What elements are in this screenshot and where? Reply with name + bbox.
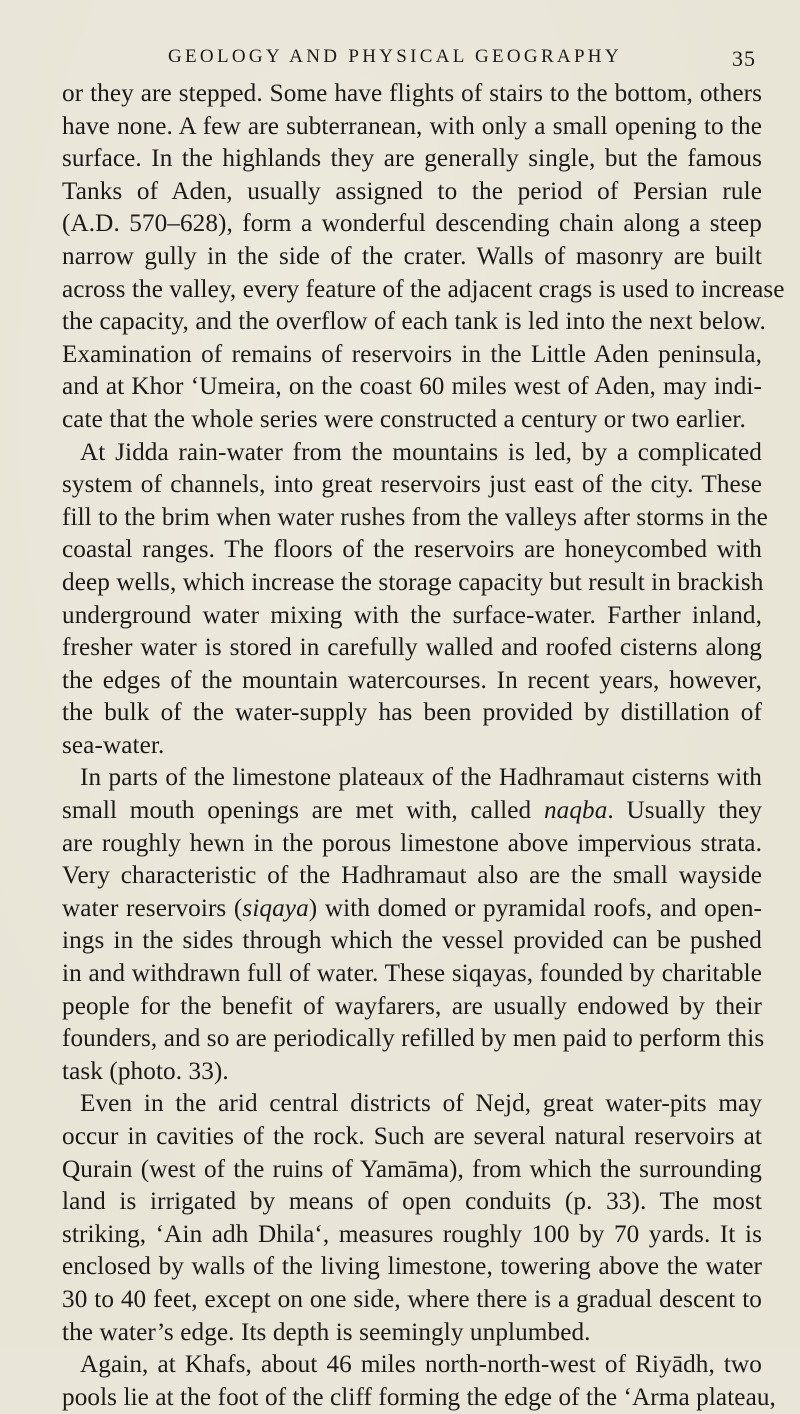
text-line: system of channels, into great reservoirs just east of the city. These [62, 471, 762, 499]
page-number: 35 [732, 46, 756, 71]
text-line: the bulk of the water-supply has been provided by distillation of [62, 699, 762, 727]
text-line: In parts of the limestone plateaux of the Hadhramaut cisterns with [80, 764, 762, 792]
text-line: Qurain (west of the ruins of Yamāma), from which the surrounding [62, 1155, 762, 1183]
text-line: and at Khor ‘Umeira, on the coast 60 miles west of Aden, may indi- [62, 373, 762, 401]
text-line: enclosed by walls of the living limestone, towering above the water [62, 1253, 762, 1281]
text-line: surface. In the highlands they are generally single, but the famous [62, 145, 762, 173]
text-line: small mouth openings are met with, called naqba. Usually they [62, 797, 762, 825]
text-line: task (photo. 33). [62, 1057, 229, 1085]
text-line: Even in the arid central districts of Nejd, great water-pits may [80, 1090, 762, 1118]
text-line: founders, and so are periodically refilled by men paid to perform this [62, 1025, 765, 1053]
text-line: underground water mixing with the surface-water. Farther inland, [62, 601, 762, 629]
text-line: cate that the whole series were constructed a century or two earlier. [62, 405, 746, 433]
text-line: deep wells, which increase the storage capacity but result in brackish [62, 568, 764, 596]
text-line: At Jidda rain-water from the mountains is led, by a complicated [80, 438, 762, 466]
running-head [64, 18, 762, 71]
text-line: Examination of remains of reservoirs in the Little Aden peninsula, [62, 340, 762, 368]
text-line: in and withdrawn full of water. These siqayas, founded by charitable [62, 960, 762, 988]
text-line: the water’s edge. Its depth is seemingly unplumbed. [62, 1318, 591, 1346]
body-text [62, 78, 785, 1414]
text-line: sea-water. [62, 731, 165, 759]
text-line: pools lie at the foot of the cliff forming the edge of the ‘Arma plateau, [62, 1383, 776, 1411]
text-line: Tanks of Aden, usually assigned to the period of Persian rule [62, 177, 762, 205]
text-line: fill to the brim when water rushes from the valleys after storms in the [62, 503, 768, 531]
text-line: are roughly hewn in the porous limestone above impervious strata. [62, 829, 762, 857]
text-line: Very characteristic of the Hadhramaut also are the small wayside [62, 862, 762, 890]
text-line: across the valley, every feature of the adjacent crags is used to increase [62, 275, 785, 303]
text-line: 30 to 40 feet, except on one side, where there is a gradual descent to [62, 1285, 762, 1313]
text-line: (A.D. 570–628), form a wonderful descending chain along a steep [62, 210, 762, 238]
text-line: land is irrigated by means of open conduits (p. 33). The most [62, 1188, 762, 1216]
text-line: Again, at Khafs, about 46 miles north-north-west of Riyādh, two [80, 1351, 762, 1379]
text-line: have none. A few are subterranean, with only a small opening to the [62, 112, 762, 140]
text-line: or they are stepped. Some have flights of stairs to the bottom, others [62, 80, 762, 107]
text-line: water reservoirs (siqaya) with domed or pyramidal roofs, and open- [62, 894, 763, 922]
text-line: the edges of the mountain watercourses. In recent years, however, [62, 666, 762, 694]
text-line: ings in the sides through which the vessel provided can be pushed [62, 927, 762, 955]
text-line: people for the benefit of wayfarers, are usually endowed by their [62, 992, 762, 1020]
text-line: the capacity, and the overflow of each tank is led into the next below. [62, 308, 766, 336]
running-title: GEOLOGY AND PHYSICAL GEOGRAPHY [168, 46, 622, 67]
text-line: striking, ‘Ain adh Dhila‘, measures roughly 100 by 70 yards. It is [62, 1220, 762, 1248]
text-line: occur in cavities of the rock. Such are several natural reservoirs at [62, 1123, 762, 1150]
text-line: fresher water is stored in carefully walled and roofed cisterns along [62, 634, 762, 662]
text-line: coastal ranges. The floors of the reservoirs are honeycombed with [62, 536, 762, 564]
text-line: narrow gully in the side of the crater. Walls of masonry are built [62, 242, 762, 270]
